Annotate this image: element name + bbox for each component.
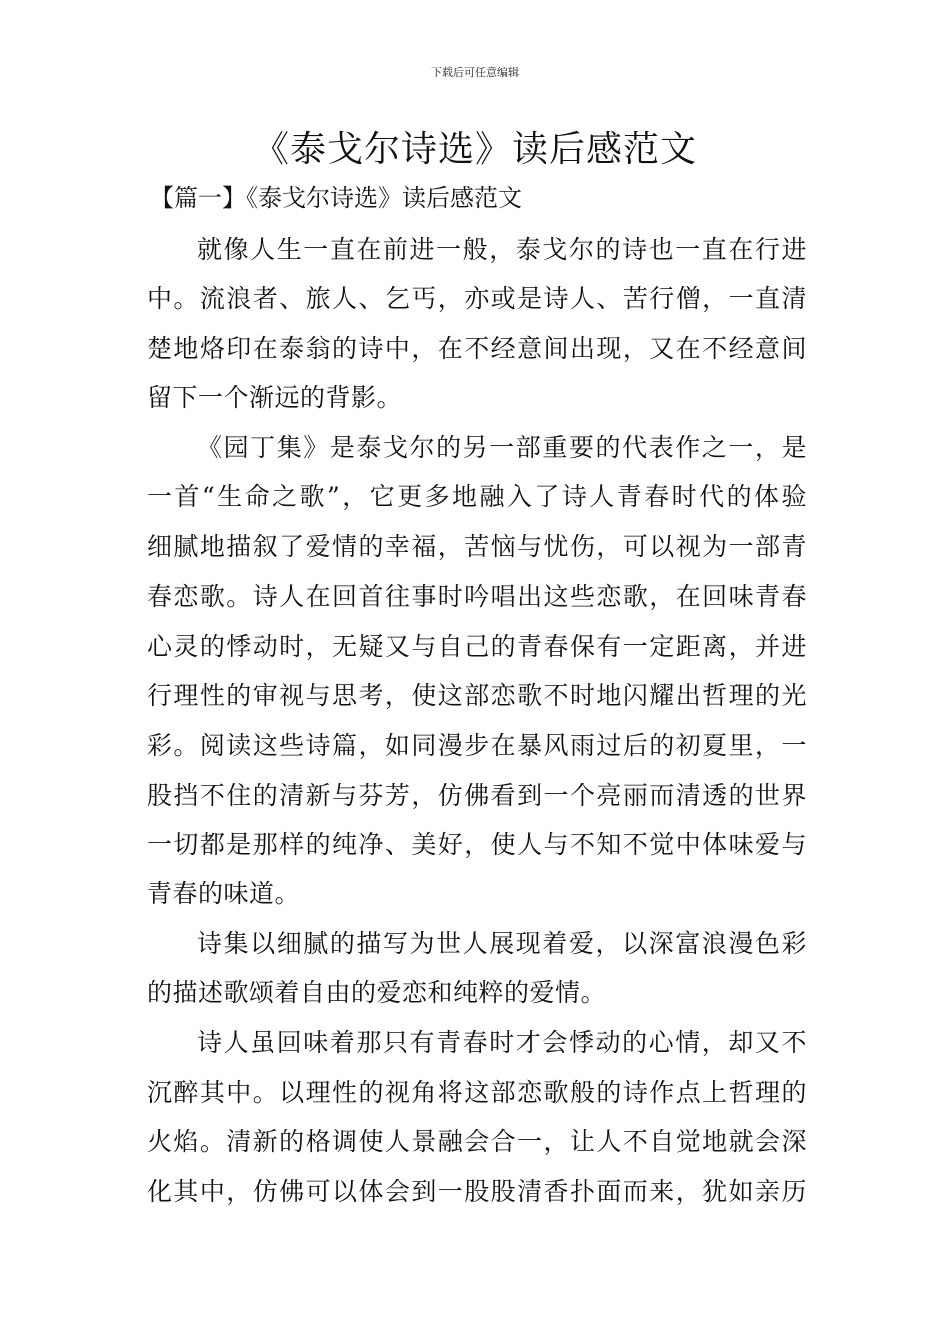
body-line: 化其中，仿佛可以体会到一股股清香扑面而来，犹如亲历 (147, 1177, 807, 1206)
body-line: 楚地烙印在泰翁的诗中，在不经意间出现，又在不经意间 (147, 334, 807, 363)
page-title: 《泰戈尔诗选》读后感范文 (252, 129, 697, 170)
body-line: 留下一个渐远的背影。 (147, 383, 403, 412)
section-heading (150, 180, 522, 216)
body-line: 火焰。清新的格调使人景融会合一，让人不自觉地就会深 (147, 1127, 807, 1156)
body-line: 青春的味道。 (147, 879, 301, 908)
body-line: 细腻地描叙了爱情的幸福，苦恼与忧伤，可以视为一部青 (147, 532, 807, 561)
header-note: 下载后可任意编辑 (431, 66, 519, 79)
section-marker: 【篇一】 (150, 184, 246, 212)
body-line: 诗人虽回味着那只有青春时才会悸动的心情，却又不 (197, 1028, 807, 1057)
body-line: 诗集以细腻的描写为世人展现着爱，以深富浪漫色彩 (197, 929, 807, 958)
body-line: 行理性的审视与思考，使这部恋歌不时地闪耀出哲理的光 (147, 681, 807, 710)
body-line: 股挡不住的清新与芬芳，仿佛看到一个亮丽而清透的世界 (147, 781, 807, 810)
body-line: 一首“生命之歌”，它更多地融入了诗人青春时代的体验 (147, 482, 807, 511)
body-line: 中。流浪者、旅人、乞丐，亦或是诗人、苦行僧，一直清 (147, 284, 807, 313)
body-line: 就像人生一直在前进一般，泰戈尔的诗也一直在行进 (197, 235, 807, 264)
section-heading-text: 《泰戈尔诗选》读后感范文 (246, 184, 522, 212)
body-line: 心灵的悸动时，无疑又与自己的青春保有一定距离，并进 (147, 632, 807, 661)
body-line: 春恋歌。诗人在回首往事时吟唱出这些恋歌，在回味青春 (147, 582, 807, 611)
body-line: 沉醉其中。以理性的视角将这部恋歌般的诗作点上哲理的 (147, 1078, 807, 1107)
body-line: 一切都是那样的纯净、美好，使人与不知不觉中体味爱与 (147, 830, 807, 859)
body-line: 的描述歌颂着自由的爱恋和纯粹的爱情。 (147, 978, 607, 1007)
body-line: 彩。阅读这些诗篇，如同漫步在暴风雨过后的初夏里，一 (147, 731, 807, 760)
body-line: 《园丁集》是泰戈尔的另一部重要的代表作之一，是 (197, 433, 807, 462)
